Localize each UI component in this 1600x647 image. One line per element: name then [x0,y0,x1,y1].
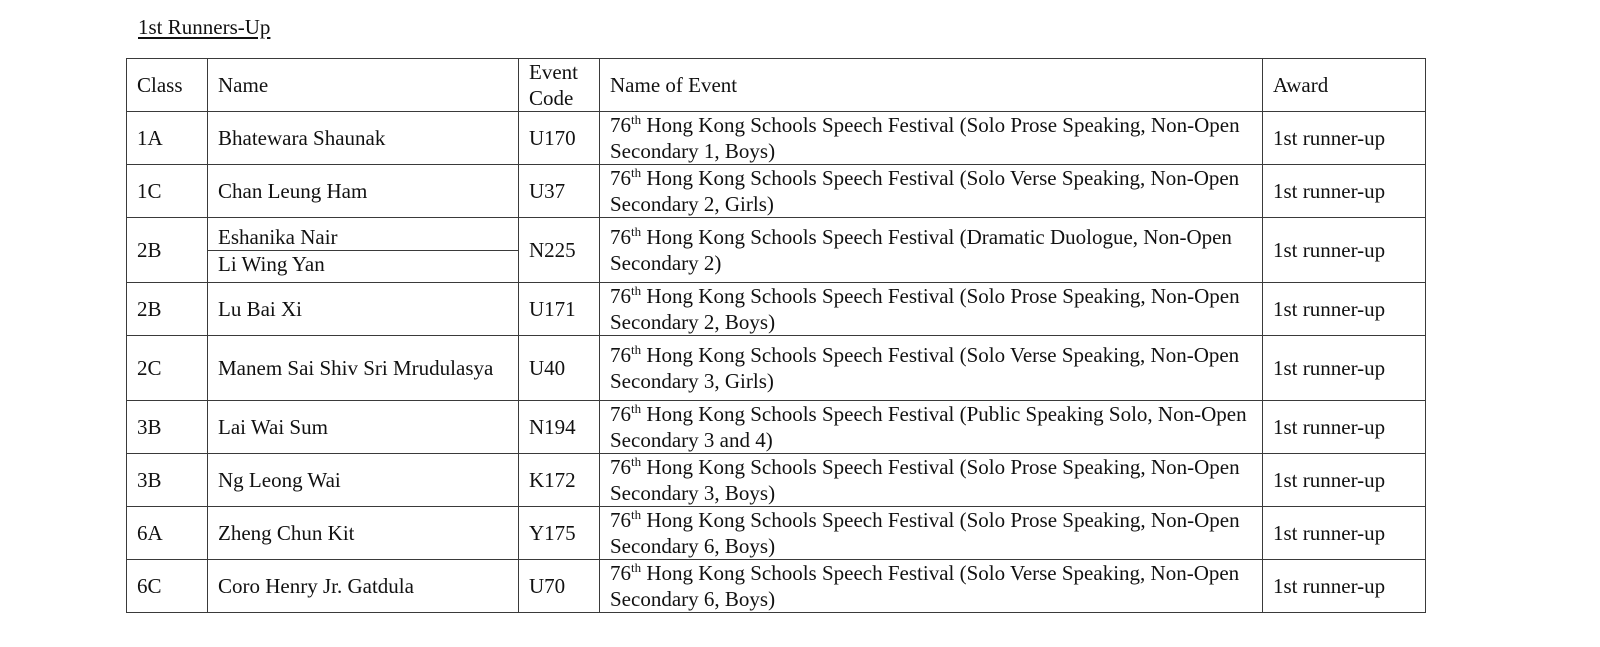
event-name [600,454,1263,507]
student-name: Bhatewara Shaunak [208,112,519,165]
student-names [208,218,519,283]
event-ordinal: 76 [610,402,631,426]
header-event-code [519,59,600,112]
table-row [127,112,1426,165]
event-name [600,336,1263,401]
table-row [127,560,1426,613]
table-row [127,336,1426,401]
header-event-code-line1: Event [529,60,578,84]
event-name [600,507,1263,560]
event-code: U170 [519,112,600,165]
student-name: Li Wing Yan [208,250,518,277]
student-name: Ng Leong Wai [208,454,519,507]
event-ordinal-suffix: th [631,560,642,575]
event-ordinal: 76 [610,508,631,532]
event-title: Hong Kong Schools Speech Festival (Solo Verse Speaking, Non-Open Secondary 3, Girls) [610,343,1240,393]
section-title: 1st Runners-Up [138,15,271,39]
event-title: Hong Kong Schools Speech Festival (Solo Verse Speaking, Non-Open Secondary 6, Boys) [610,561,1240,611]
header-event-name: Name of Event [600,59,1263,112]
event-ordinal-suffix: th [631,283,642,298]
event-name [600,283,1263,336]
award-cell: 1st runner-up [1263,165,1426,218]
class-cell: 6C [127,560,208,613]
event-title: Hong Kong Schools Speech Festival (Solo Prose Speaking, Non-Open Secondary 1, Boys) [610,113,1240,163]
event-ordinal-suffix: th [631,342,642,357]
table-header-row [127,59,1426,112]
event-ordinal-suffix: th [631,401,642,416]
event-ordinal: 76 [610,284,631,308]
header-name: Name [208,59,519,112]
event-code: U171 [519,283,600,336]
student-name: Zheng Chun Kit [208,507,519,560]
student-name: Coro Henry Jr. Gatdula [208,560,519,613]
event-code: U37 [519,165,600,218]
award-cell: 1st runner-up [1263,507,1426,560]
student-name: Eshanika Nair [218,224,338,249]
event-ordinal-suffix: th [631,507,642,522]
class-cell: 1A [127,112,208,165]
event-ordinal: 76 [610,455,631,479]
event-title: Hong Kong Schools Speech Festival (Solo Prose Speaking, Non-Open Secondary 6, Boys) [610,508,1240,558]
event-code: U40 [519,336,600,401]
event-title: Hong Kong Schools Speech Festival (Solo Prose Speaking, Non-Open Secondary 2, Boys) [610,284,1240,334]
event-ordinal: 76 [610,225,631,249]
event-code: Y175 [519,507,600,560]
award-cell: 1st runner-up [1263,454,1426,507]
event-title: Hong Kong Schools Speech Festival (Solo Verse Speaking, Non-Open Secondary 2, Girls) [610,166,1240,216]
table-row [127,165,1426,218]
event-title: Hong Kong Schools Speech Festival (Dramatic Duologue, Non-Open Secondary 2) [610,225,1232,275]
award-cell: 1st runner-up [1263,401,1426,454]
table-row [127,218,1426,283]
event-name [600,112,1263,165]
class-cell: 6A [127,507,208,560]
event-name [600,218,1263,283]
event-title: Hong Kong Schools Speech Festival (Solo Prose Speaking, Non-Open Secondary 3, Boys) [610,455,1240,505]
class-cell: 3B [127,454,208,507]
awards-table [126,58,1426,613]
event-name [600,165,1263,218]
header-class: Class [127,59,208,112]
event-title: Hong Kong Schools Speech Festival (Public Speaking Solo, Non-Open Secondary 3 and 4) [610,402,1247,452]
header-event-code-line2: Code [529,86,574,110]
class-cell: 3B [127,401,208,454]
award-cell: 1st runner-up [1263,560,1426,613]
event-ordinal: 76 [610,343,631,367]
event-ordinal-suffix: th [631,112,642,127]
event-ordinal-suffix: th [631,224,642,239]
class-cell: 2C [127,336,208,401]
student-name: Lai Wai Sum [208,401,519,454]
student-name: Lu Bai Xi [208,283,519,336]
event-ordinal-suffix: th [631,165,642,180]
award-cell: 1st runner-up [1263,112,1426,165]
table-row [127,401,1426,454]
event-code: U70 [519,560,600,613]
award-cell: 1st runner-up [1263,336,1426,401]
class-cell: 1C [127,165,208,218]
event-code: N225 [519,218,600,283]
table-row [127,454,1426,507]
award-cell: 1st runner-up [1263,218,1426,283]
table-row [127,283,1426,336]
class-cell: 2B [127,218,208,283]
event-ordinal-suffix: th [631,454,642,469]
award-cell: 1st runner-up [1263,283,1426,336]
student-name: Chan Leung Ham [208,165,519,218]
event-ordinal: 76 [610,113,631,137]
event-name [600,560,1263,613]
event-name [600,401,1263,454]
event-ordinal: 76 [610,561,631,585]
event-ordinal: 76 [610,166,631,190]
student-name: Manem Sai Shiv Sri Mrudulasya [208,336,519,401]
event-code: N194 [519,401,600,454]
class-cell: 2B [127,283,208,336]
table-row [127,507,1426,560]
event-code: K172 [519,454,600,507]
header-award: Award [1263,59,1426,112]
